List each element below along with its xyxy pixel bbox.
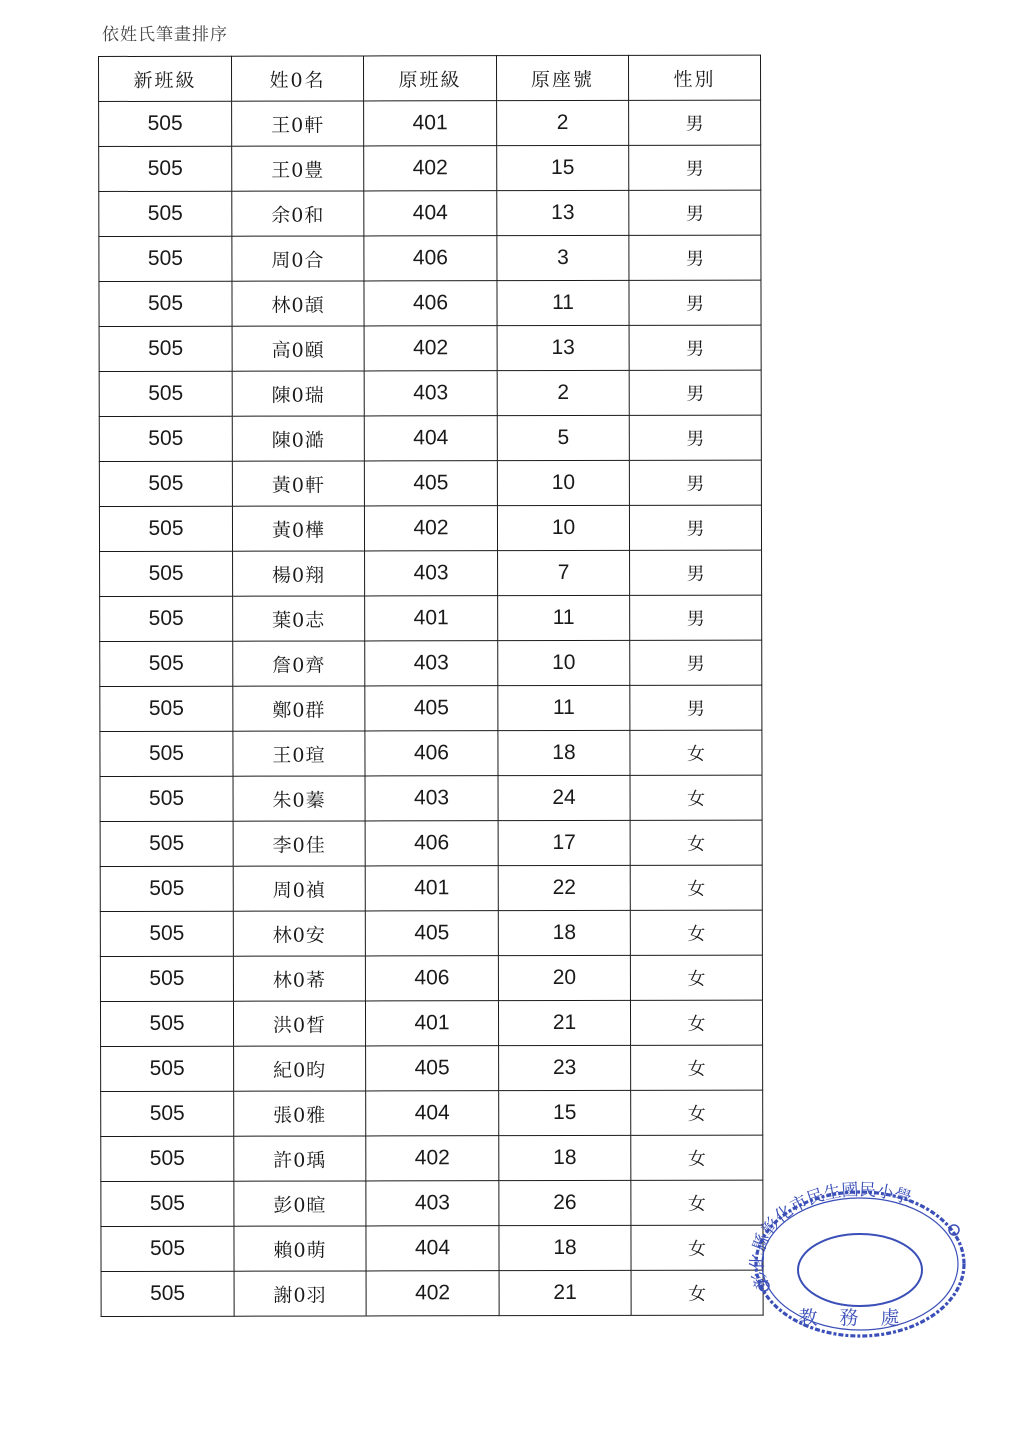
original-seat-cell: 3 [497,235,629,280]
new-class-cell: 505 [100,596,233,641]
original-seat-cell: 24 [498,775,630,820]
gender-cell: 女 [631,1180,763,1225]
table-row [99,190,761,236]
original-seat-cell: 10 [497,505,629,550]
table-row [100,730,762,776]
student-name-cell: 黃0軒 [232,461,364,506]
original-seat-cell: 21 [498,1000,630,1045]
new-class-cell: 505 [101,1136,234,1181]
gender-cell: 女 [630,820,762,865]
table-row [99,460,761,506]
student-name-cell: 鄭0群 [233,686,365,731]
original-class-cell: 405 [364,461,497,506]
student-name-cell: 周0禎 [233,866,365,911]
original-seat-cell: 5 [497,415,629,460]
original-seat-cell: 10 [498,640,630,685]
table-row [101,1045,763,1091]
gender-cell: 男 [630,640,762,685]
table-row [100,775,762,821]
table-row [100,550,762,596]
original-class-cell: 403 [365,551,498,596]
student-name-cell: 王0軒 [232,101,364,146]
new-class-cell: 505 [100,1001,233,1046]
original-class-cell: 403 [365,776,498,821]
gender-cell: 男 [629,280,761,325]
original-class-cell: 401 [364,101,497,146]
new-class-cell: 505 [99,416,232,461]
header-new-class: 新班級 [99,56,232,101]
page-caption: 依姓氏筆畫排序 [102,25,228,45]
header-name: 姓0名 [232,56,364,101]
stamp-outer-text: 彰化縣彰化市民生國民小學 [747,1180,914,1291]
original-seat-cell: 18 [499,1135,631,1180]
table-row [100,865,762,911]
original-class-cell: 404 [366,1091,499,1136]
original-seat-cell: 7 [498,550,630,595]
gender-cell: 男 [629,460,761,505]
original-class-cell: 405 [366,1046,499,1091]
gender-cell: 男 [629,370,761,415]
original-seat-cell: 18 [498,730,630,775]
table-body [99,100,764,1316]
student-name-cell: 張0雅 [234,1091,366,1136]
new-class-cell: 505 [100,956,233,1001]
gender-cell: 男 [630,595,762,640]
original-class-cell: 406 [365,956,498,1001]
original-class-cell: 406 [364,236,497,281]
student-name-cell: 楊0翔 [233,551,365,596]
gender-cell: 女 [630,775,762,820]
student-name-cell: 詹0齊 [233,641,365,686]
new-class-cell: 505 [99,146,232,191]
new-class-cell: 505 [99,326,232,371]
original-class-cell: 401 [365,866,498,911]
gender-cell: 男 [629,415,761,460]
table-row [99,235,761,281]
gender-cell: 女 [630,730,762,775]
table-row [99,145,761,191]
student-name-cell: 賴0萌 [234,1226,366,1271]
original-class-cell: 401 [365,596,498,641]
gender-cell: 女 [631,1225,763,1270]
gender-cell: 女 [630,910,762,955]
gender-cell: 男 [629,190,761,235]
header-original-seat: 原座號 [497,55,629,100]
new-class-cell: 505 [100,866,233,911]
original-class-cell: 404 [364,191,497,236]
new-class-cell: 505 [101,1226,234,1271]
table-row [99,100,761,146]
student-name-cell: 彭0暄 [234,1181,366,1226]
table-row [100,640,762,686]
original-class-cell: 404 [366,1226,499,1271]
table-row [100,595,762,641]
original-seat-cell: 22 [498,865,630,910]
original-class-cell: 403 [365,641,498,686]
gender-cell: 男 [629,145,761,190]
original-seat-cell: 13 [497,325,629,370]
original-seat-cell: 11 [497,280,629,325]
original-class-cell: 404 [364,416,497,461]
original-seat-cell: 2 [497,370,629,415]
table-row [101,1090,763,1136]
original-class-cell: 403 [366,1181,499,1226]
student-name-cell: 黃0樺 [232,506,364,551]
original-seat-cell: 18 [498,910,630,955]
gender-cell: 女 [630,955,762,1000]
new-class-cell: 505 [101,1271,234,1316]
school-seal-stamp [742,1178,972,1346]
table-row [101,1270,763,1316]
new-class-cell: 505 [100,911,233,956]
table-row [99,505,761,551]
new-class-cell: 505 [99,236,232,281]
student-name-cell: 林0頡 [232,281,364,326]
student-name-cell: 葉0志 [233,596,365,641]
original-seat-cell: 13 [497,190,629,235]
original-class-cell: 403 [364,371,497,416]
new-class-cell: 505 [100,776,233,821]
table-row [99,280,761,326]
original-seat-cell: 10 [497,460,629,505]
gender-cell: 女 [631,1270,763,1315]
new-class-cell: 505 [99,191,232,236]
student-name-cell: 林0莃 [233,956,365,1001]
table-row [101,1135,763,1181]
gender-cell: 男 [630,685,762,730]
gender-cell: 女 [631,1135,763,1180]
student-name-cell: 洪0晳 [233,1001,365,1046]
student-name-cell: 周0合 [232,236,364,281]
student-name-cell: 陳0澔 [232,416,364,461]
table-row [100,685,762,731]
table-row [99,370,761,416]
student-name-cell: 朱0蓁 [233,776,365,821]
original-seat-cell: 2 [497,100,629,145]
gender-cell: 女 [631,1045,763,1090]
original-class-cell: 402 [364,146,497,191]
new-class-cell: 505 [100,821,233,866]
original-seat-cell: 18 [499,1225,631,1270]
table-row [100,910,762,956]
gender-cell: 男 [629,235,761,280]
new-class-cell: 505 [99,281,232,326]
student-name-cell: 王0瑄 [233,731,365,776]
new-class-cell: 505 [101,1046,234,1091]
gender-cell: 男 [629,100,761,145]
gender-cell: 女 [631,1090,763,1135]
student-name-cell: 許0瑀 [234,1136,366,1181]
stamp-inner-text: 教務處 [798,1307,922,1329]
new-class-cell: 505 [100,731,233,776]
table-row [100,820,762,866]
original-seat-cell: 17 [498,820,630,865]
student-name-cell: 謝0羽 [234,1271,366,1316]
student-name-cell: 紀0昀 [234,1046,366,1091]
new-class-cell: 505 [99,101,232,146]
original-seat-cell: 23 [499,1045,631,1090]
gender-cell: 男 [630,550,762,595]
student-name-cell: 李0佳 [233,821,365,866]
stamp-center-ring [798,1234,922,1306]
original-seat-cell: 15 [499,1090,631,1135]
original-class-cell: 405 [365,686,498,731]
class-roster-table [98,55,764,1317]
original-seat-cell: 11 [498,595,630,640]
new-class-cell: 505 [100,551,233,596]
original-class-cell: 406 [365,731,498,776]
gender-cell: 女 [630,1000,762,1045]
original-seat-cell: 20 [498,955,630,1000]
table-row [101,1225,763,1271]
new-class-cell: 505 [100,641,233,686]
gender-cell: 男 [629,325,761,370]
original-class-cell: 405 [365,911,498,956]
student-name-cell: 王0豊 [232,146,364,191]
original-class-cell: 402 [366,1271,499,1316]
student-name-cell: 高0頤 [232,326,364,371]
original-seat-cell: 21 [499,1270,631,1315]
new-class-cell: 505 [99,461,232,506]
original-class-cell: 406 [365,821,498,866]
new-class-cell: 505 [101,1091,234,1136]
new-class-cell: 505 [101,1181,234,1226]
original-class-cell: 402 [364,506,497,551]
new-class-cell: 505 [100,686,233,731]
table-row [100,1000,762,1046]
student-name-cell: 余0和 [232,191,364,236]
gender-cell: 男 [629,505,761,550]
original-seat-cell: 11 [498,685,630,730]
original-seat-cell: 26 [499,1180,631,1225]
header-original-class: 原班級 [364,56,497,101]
table-row [100,955,762,1001]
new-class-cell: 505 [99,371,232,416]
table-row [99,325,761,371]
original-class-cell: 406 [364,281,497,326]
table-row [99,415,761,461]
original-class-cell: 402 [366,1136,499,1181]
table-header-row [99,55,761,101]
original-seat-cell: 15 [497,145,629,190]
header-gender: 性別 [628,55,760,100]
student-name-cell: 林0安 [233,911,365,956]
original-class-cell: 401 [365,1001,498,1046]
gender-cell: 女 [630,865,762,910]
student-name-cell: 陳0瑞 [232,371,364,416]
table-row [101,1180,763,1226]
original-class-cell: 402 [364,326,497,371]
new-class-cell: 505 [99,506,232,551]
